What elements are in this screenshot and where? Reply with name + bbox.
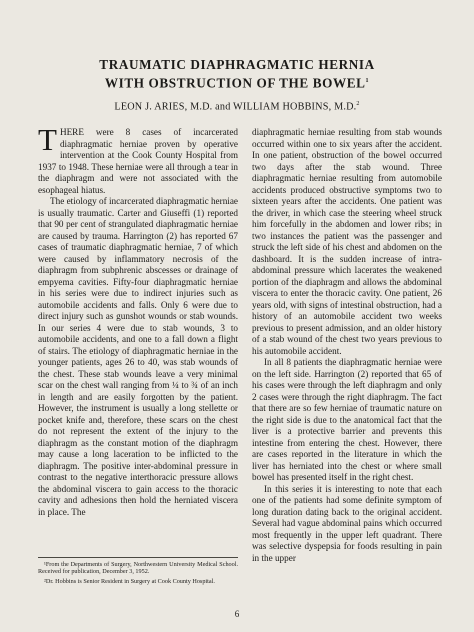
left-side-paragraph: In all 8 patients the diaphragmatic herniae were on the left side. Harrington (2) reported that 65 of his cases were through the left diaphragm and only 2 cases were through the right diaphragm. The fact that there are so few herniae of traumatic nature on the right side is due to the anatomical fact that the liver is a protective barrier and prevents this intestine from entering the chest. However, there are cases reported in the literature in which the liver has herniated into the chest or where small bowel has presented itself in the right chest.	[252, 357, 442, 482]
left-column	[38, 122, 238, 518]
author-footnote-marker: 2	[356, 101, 360, 107]
article-title-line-2: WITH OBSTRUCTION OF THE BOWEL$^1$	[104, 75, 370, 91]
article-title-line-1: TRAUMATIC DIAPHRAGMATIC HERNIA	[99, 57, 375, 72]
continuation-paragraph: diaphragmatic herniae resulting from stab wounds occurred within one to six years after the accident. In one patient, obstruction of the bowel occurred two days after the stab wound. Three diaphragmatic herniae resulting from automobile accidents produced obstructive symptoms two to sixteen years after the accidents. One patient was the driver, in which case the steering wheel struck him forcefully in the abdomen and lower ribs; in two instances the patient was the passenger and struck the left side of his chest and abdomen on the dashboard. It is the sudden increase of intra-abdominal pressure which lacerates the weakened portion of the diaphragm and allows the abdominal viscera to enter the thoracic cavity. One patient, 26 years old, with signs of intestinal obstruction, had a history of an automobile accident two weeks previous to present admission, and an older history of a stab wound of the chest two years previous to his automobile accident.	[252, 127, 442, 356]
right-column	[252, 127, 442, 564]
footnote-1: ¹From the Departments of Surgery, Northwestern University Medical School. Received for publication, December 3, 1952.	[38, 561, 238, 576]
page-number: 6	[234, 609, 240, 619]
intro-paragraph: THERE were 8 cases of incarcerated diaphragmatic herniae proven by operative intervention at the Cook County Hospital from 1937 to 1948. These herniae were all through a tear in the diaphragm and were not associated with the esophageal hiatus.	[38, 122, 238, 195]
author-line: LEON J. ARIES, M.D. and WILLIAM HOBBINS, M.D.$^2$	[114, 101, 360, 113]
title-footnote-marker: 1	[365, 78, 370, 84]
footnotes	[38, 557, 238, 587]
drop-cap: T	[38, 122, 57, 157]
symptoms-paragraph: In this series it is interesting to note that each one of the patients had some definite symptom of long duration dating back to the original accident. Several had vague abdominal pains which occurred most frequently in the upper left quadrant. There was selective dyspepsia for foods resulting in pain in the upper	[252, 483, 442, 563]
etiology-paragraph: The etiology of incarcerated diaphragmatic herniae is usually traumatic. Carter and Giuseffi (1) reported that 90 per cent of strangulated diaphragmatic herniae are caused by trauma. Harrington (2) has reported 67 cases of traumatic diaphragmatic herniae, 7 of which were caused by inflammatory necrosis of the diaphragm from subphrenic abscesses or drainage of empyema cavities. Fifty-four diaphragmatic herniae in his series were due to indirect injuries such as automobile accidents and falls. Only 6 were due to direct injury such as gunshot wounds or stab wounds. In our series 4 were due to stab wounds, 3 to automobile accidents, and one to a fall down a flight of stairs. The etiology of diaphragmatic herniae in the younger patients, ages 26 to 40, was stab wounds of the chest. These stab wounds leave a very minimal scar on the chest wall ranging from ¼ to ¾ of an inch in length and are easily forgotten by the patient. However, the instrument is usually a long stellette or pocket knife and, therefore, these scars on the chest do not represent the extent of the injury to the diaphragm as the constant motion of the diaphragm may cause a long laceration to be inflicted to the diaphragm. The positive inter-abdominal pressure in contrast to the negative interthoracic pressure allows the abdominal viscera to gain access to the thoracic cavity and adhesions then hold the herniated viscera in place. The	[38, 196, 238, 517]
footnote-2: ²Dr. Hobbins is Senior Resident in Surgery at Cook County Hospital.	[44, 577, 215, 585]
